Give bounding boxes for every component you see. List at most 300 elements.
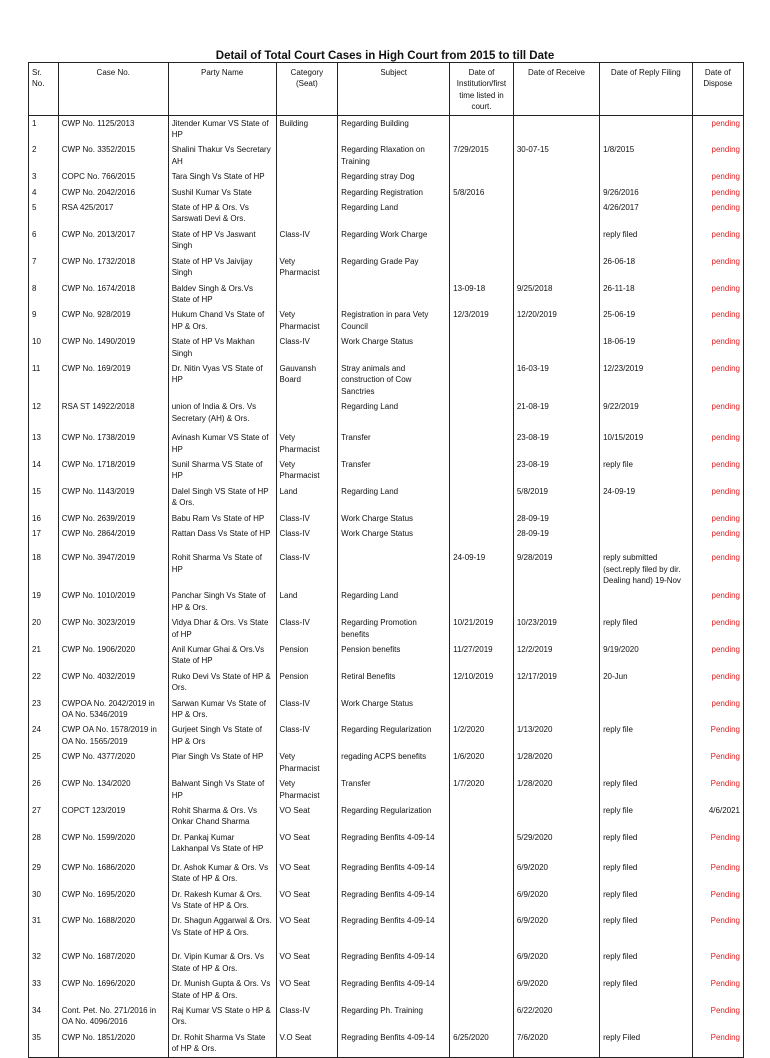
cell-date-dispose: Pending: [692, 749, 743, 776]
cell-sr-no: 18: [29, 550, 59, 588]
cell-case-no: CWP No. 1688/2020: [58, 913, 168, 949]
cell-date-receive: 1/13/2020: [513, 722, 599, 749]
cell-sr-no: 19: [29, 588, 59, 615]
cell-date-reply: reply file: [600, 722, 692, 749]
cell-date-institution: [450, 334, 514, 361]
cell-case-no: CWP No. 1490/2019: [58, 334, 168, 361]
cell-sr-no: 11: [29, 361, 59, 399]
cell-subject: regading ACPS benefits: [338, 749, 450, 776]
cell-party-name: Dr. Rohit Sharma Vs State of HP & Ors.: [168, 1030, 276, 1057]
cell-subject: Regarding stray Dog: [338, 169, 450, 184]
cell-case-no: CWP OA No. 1578/2019 in OA No. 1565/2019: [58, 722, 168, 749]
cell-sr-no: 6: [29, 227, 59, 254]
cell-category: VO Seat: [276, 913, 338, 949]
cell-category: [276, 169, 338, 184]
cell-date-receive: [513, 254, 599, 281]
table-row: [29, 642, 744, 669]
cell-case-no: CWP No. 2013/2017: [58, 227, 168, 254]
cell-date-dispose: pending: [692, 227, 743, 254]
cell-party-name: Raj Kumar VS State o HP & Ors.: [168, 1003, 276, 1030]
cell-date-reply: reply filed: [600, 776, 692, 803]
cell-date-dispose: 4/6/2021: [692, 803, 743, 830]
cell-date-reply: reply filed: [600, 830, 692, 860]
cell-date-reply: 12/23/2019: [600, 361, 692, 399]
header-sr-no: Sr. No.: [29, 63, 59, 116]
table-row: [29, 1003, 744, 1030]
cell-date-dispose: Pending: [692, 976, 743, 1003]
cell-date-receive: 21-08-19: [513, 399, 599, 430]
table-row: [29, 860, 744, 887]
table-row: [29, 588, 744, 615]
cell-case-no: CWP No. 1695/2020: [58, 887, 168, 914]
document-title: Detail of Total Court Cases in High Court from 2015 to till Date: [215, 50, 555, 62]
cell-date-receive: 28-09-19: [513, 511, 599, 526]
cell-date-dispose: pending: [692, 281, 743, 308]
cell-sr-no: 28: [29, 830, 59, 860]
cell-case-no: COPCT 123/2019: [58, 803, 168, 830]
cell-subject: [338, 281, 450, 308]
cell-party-name: State of HP Vs Jaivijay Singh: [168, 254, 276, 281]
cell-sr-no: 8: [29, 281, 59, 308]
cell-date-dispose: pending: [692, 484, 743, 511]
cell-date-dispose: pending: [692, 615, 743, 642]
cell-subject: Regrading Benfits 4-09-14: [338, 949, 450, 976]
header-date-reply: Date of Reply Filing: [600, 63, 692, 116]
cell-category: Land: [276, 484, 338, 511]
cell-date-institution: [450, 254, 514, 281]
cell-subject: Stray animals and construction of Cow Sanctries: [338, 361, 450, 399]
cell-date-institution: 13-09-18: [450, 281, 514, 308]
cell-date-receive: 6/9/2020: [513, 976, 599, 1003]
cell-subject: Regarding Regularization: [338, 803, 450, 830]
cell-case-no: CWP No. 1143/2019: [58, 484, 168, 511]
table-row: [29, 361, 744, 399]
cell-party-name: Balwant Singh Vs State of HP: [168, 776, 276, 803]
cell-subject: Regarding Land: [338, 484, 450, 511]
cell-date-reply: 9/19/2020: [600, 642, 692, 669]
cell-date-receive: 9/28/2019: [513, 550, 599, 588]
cell-category: Class-IV: [276, 696, 338, 723]
table-row: [29, 776, 744, 803]
cell-category: Vety Pharmacist: [276, 254, 338, 281]
cell-subject: Transfer: [338, 430, 450, 457]
cell-party-name: Dr. Shagun Aggarwal & Ors. Vs State of HP & Ors.: [168, 913, 276, 949]
cell-date-receive: 1/28/2020: [513, 749, 599, 776]
table-row: [29, 281, 744, 308]
cell-date-reply: [600, 169, 692, 184]
cell-date-receive: 5/29/2020: [513, 830, 599, 860]
cell-date-dispose: Pending: [692, 913, 743, 949]
cell-date-institution: [450, 1003, 514, 1030]
cell-case-no: CWP No. 169/2019: [58, 361, 168, 399]
cell-date-dispose: pending: [692, 399, 743, 430]
cell-case-no: CWP No. 1851/2020: [58, 1030, 168, 1057]
cell-subject: Transfer: [338, 776, 450, 803]
table-row: [29, 669, 744, 696]
cell-date-receive: 9/25/2018: [513, 281, 599, 308]
cell-date-dispose: pending: [692, 642, 743, 669]
cell-category: Gauvansh Board: [276, 361, 338, 399]
cell-date-institution: [450, 430, 514, 457]
cell-sr-no: 14: [29, 457, 59, 484]
cell-case-no: CWP No. 1686/2020: [58, 860, 168, 887]
cell-date-institution: [450, 200, 514, 227]
cell-case-no: CWP No. 1674/2018: [58, 281, 168, 308]
table-row: [29, 913, 744, 949]
table-row: [29, 169, 744, 184]
cell-subject: Regrading Benfits 4-09-14: [338, 830, 450, 860]
cell-sr-no: 4: [29, 185, 59, 200]
cell-party-name: Dr. Munish Gupta & Ors. Vs State of HP & Ors.: [168, 976, 276, 1003]
cell-date-reply: [600, 115, 692, 142]
cell-date-dispose: pending: [692, 669, 743, 696]
cell-party-name: union of India & Ors. Vs Secretary (AH) & Ors.: [168, 399, 276, 430]
table-row: [29, 722, 744, 749]
cell-case-no: CWP No. 1718/2019: [58, 457, 168, 484]
cell-party-name: Ruko Devi Vs State of HP & Ors.: [168, 669, 276, 696]
table-row: [29, 615, 744, 642]
cell-party-name: Gurjeet Singh Vs State of HP & Ors: [168, 722, 276, 749]
cell-date-dispose: pending: [692, 457, 743, 484]
cell-date-dispose: pending: [692, 334, 743, 361]
court-cases-table: [28, 62, 744, 1058]
header-date-dispose: Date of Dispose: [692, 63, 743, 116]
table-row: [29, 430, 744, 457]
cell-sr-no: 35: [29, 1030, 59, 1057]
table-row: [29, 1030, 744, 1057]
cell-date-reply: reply filed: [600, 887, 692, 914]
cell-sr-no: 33: [29, 976, 59, 1003]
cell-category: Class-IV: [276, 526, 338, 550]
cell-date-institution: 1/6/2020: [450, 749, 514, 776]
cell-sr-no: 26: [29, 776, 59, 803]
cell-subject: Work Charge Status: [338, 511, 450, 526]
cell-date-receive: 16-03-19: [513, 361, 599, 399]
cell-date-dispose: pending: [692, 115, 743, 142]
cell-subject: Work Charge Status: [338, 334, 450, 361]
cell-party-name: Shalini Thakur Vs Secretary AH: [168, 142, 276, 169]
cell-party-name: State of HP & Ors. Vs Sarswati Devi & Ors.: [168, 200, 276, 227]
cell-case-no: RSA ST 14922/2018: [58, 399, 168, 430]
cell-date-reply: [600, 526, 692, 550]
cell-category: Vety Pharmacist: [276, 749, 338, 776]
cell-case-no: CWPOA No. 2042/2019 in OA No. 5346/2019: [58, 696, 168, 723]
cell-date-receive: 28-09-19: [513, 526, 599, 550]
cell-date-reply: [600, 511, 692, 526]
cell-date-institution: [450, 860, 514, 887]
table-row: [29, 457, 744, 484]
cell-date-reply: 20-Jun: [600, 669, 692, 696]
cell-case-no: CWP No. 1687/2020: [58, 949, 168, 976]
cell-sr-no: 22: [29, 669, 59, 696]
cell-case-no: CWP No. 1738/2019: [58, 430, 168, 457]
cell-case-no: CWP No. 2042/2016: [58, 185, 168, 200]
cell-date-receive: [513, 696, 599, 723]
cell-date-institution: 12/10/2019: [450, 669, 514, 696]
cell-subject: Work Charge Status: [338, 696, 450, 723]
cell-date-institution: [450, 887, 514, 914]
cell-date-dispose: pending: [692, 254, 743, 281]
cell-category: Class-IV: [276, 511, 338, 526]
table-row: [29, 511, 744, 526]
header-date-receive: Date of Receive: [513, 63, 599, 116]
cell-date-receive: 12/20/2019: [513, 307, 599, 334]
cell-category: Pension: [276, 642, 338, 669]
cell-date-institution: 11/27/2019: [450, 642, 514, 669]
cell-date-receive: 30-07-15: [513, 142, 599, 169]
cell-date-reply: 25-06-19: [600, 307, 692, 334]
cell-date-reply: 9/26/2016: [600, 185, 692, 200]
cell-subject: [338, 550, 450, 588]
table-row: [29, 334, 744, 361]
cell-case-no: CWP No. 1732/2018: [58, 254, 168, 281]
cell-date-reply: 26-06-18: [600, 254, 692, 281]
cell-date-reply: reply filed: [600, 227, 692, 254]
cell-date-receive: [513, 803, 599, 830]
cell-date-institution: [450, 115, 514, 142]
cell-date-reply: reply filed: [600, 913, 692, 949]
cell-subject: Regarding Land: [338, 200, 450, 227]
cell-party-name: Sushil Kumar Vs State: [168, 185, 276, 200]
cell-date-dispose: pending: [692, 169, 743, 184]
cell-date-institution: 7/29/2015: [450, 142, 514, 169]
cell-date-dispose: Pending: [692, 887, 743, 914]
cell-party-name: Anil Kumar Ghai & Ors.Vs State of HP: [168, 642, 276, 669]
cell-party-name: Panchar Singh Vs State of HP & Ors.: [168, 588, 276, 615]
cell-sr-no: 32: [29, 949, 59, 976]
cell-category: VO Seat: [276, 860, 338, 887]
cell-sr-no: 34: [29, 1003, 59, 1030]
cell-date-reply: [600, 1003, 692, 1030]
cell-date-institution: [450, 588, 514, 615]
cell-subject: Transfer: [338, 457, 450, 484]
cell-sr-no: 29: [29, 860, 59, 887]
table-row: [29, 200, 744, 227]
cell-party-name: Dr. Pankaj Kumar Lakhanpal Vs State of HP: [168, 830, 276, 860]
cell-category: V.O Seat: [276, 1030, 338, 1057]
cell-date-reply: 9/22/2019: [600, 399, 692, 430]
cell-case-no: CWP No. 2639/2019: [58, 511, 168, 526]
cell-case-no: CWP No. 3947/2019: [58, 550, 168, 588]
cell-date-dispose: pending: [692, 142, 743, 169]
cell-sr-no: 2: [29, 142, 59, 169]
cell-subject: Regarding Promotion benefits: [338, 615, 450, 642]
table-row: [29, 484, 744, 511]
cell-party-name: Sunil Sharma VS State of HP: [168, 457, 276, 484]
cell-party-name: Piar Singh Vs State of HP: [168, 749, 276, 776]
cell-date-dispose: pending: [692, 511, 743, 526]
cell-sr-no: 31: [29, 913, 59, 949]
header-subject: Subject: [338, 63, 450, 116]
cell-subject: Regarding Land: [338, 399, 450, 430]
table-row: [29, 803, 744, 830]
cell-date-receive: 6/9/2020: [513, 887, 599, 914]
cell-date-institution: 5/8/2016: [450, 185, 514, 200]
cell-category: VO Seat: [276, 803, 338, 830]
header-party-name: Party Name: [168, 63, 276, 116]
cell-category: Vety Pharmacist: [276, 307, 338, 334]
cell-date-dispose: pending: [692, 430, 743, 457]
table-row: [29, 185, 744, 200]
cell-party-name: State of HP Vs Makhan Singh: [168, 334, 276, 361]
cell-subject: Regrading Benfits 4-09-14: [338, 1030, 450, 1057]
cell-subject: Regarding Building: [338, 115, 450, 142]
cell-date-receive: 23-08-19: [513, 430, 599, 457]
table-row: [29, 526, 744, 550]
cell-date-reply: reply filed: [600, 615, 692, 642]
cell-date-institution: 6/25/2020: [450, 1030, 514, 1057]
cell-subject: Regarding Work Charge: [338, 227, 450, 254]
cell-party-name: Rattan Dass Vs State of HP: [168, 526, 276, 550]
cell-date-dispose: Pending: [692, 1030, 743, 1057]
cell-party-name: Dr. Rakesh Kumar & Ors. Vs State of HP & Ors.: [168, 887, 276, 914]
table-row: [29, 887, 744, 914]
cell-date-institution: 1/7/2020: [450, 776, 514, 803]
header-case-no: Case No.: [58, 63, 168, 116]
table-row: [29, 307, 744, 334]
table-row: [29, 696, 744, 723]
cell-date-reply: reply submitted (sect.reply filed by dir. Dealing hand) 19-Nov: [600, 550, 692, 588]
cell-date-receive: 10/23/2019: [513, 615, 599, 642]
cell-date-dispose: pending: [692, 588, 743, 615]
cell-sr-no: 3: [29, 169, 59, 184]
cell-date-institution: 24-09-19: [450, 550, 514, 588]
cell-date-dispose: pending: [692, 185, 743, 200]
cell-date-reply: reply filed: [600, 976, 692, 1003]
cell-sr-no: 13: [29, 430, 59, 457]
cell-subject: Regrading Benfits 4-09-14: [338, 887, 450, 914]
cell-party-name: Sarwan Kumar Vs State of HP & Ors.: [168, 696, 276, 723]
cell-date-institution: [450, 696, 514, 723]
cell-sr-no: 15: [29, 484, 59, 511]
cell-date-institution: [450, 949, 514, 976]
cell-date-reply: 10/15/2019: [600, 430, 692, 457]
cell-date-receive: 23-08-19: [513, 457, 599, 484]
cell-date-dispose: Pending: [692, 830, 743, 860]
cell-case-no: CWP No. 1696/2020: [58, 976, 168, 1003]
table-row: [29, 399, 744, 430]
cell-date-receive: 5/8/2019: [513, 484, 599, 511]
cell-category: VO Seat: [276, 887, 338, 914]
cell-date-institution: [450, 457, 514, 484]
cell-date-institution: [450, 511, 514, 526]
cell-subject: Regarding Grade Pay: [338, 254, 450, 281]
cell-date-receive: 6/22/2020: [513, 1003, 599, 1030]
cell-date-dispose: pending: [692, 550, 743, 588]
cell-date-institution: [450, 976, 514, 1003]
cell-date-receive: 6/9/2020: [513, 913, 599, 949]
cell-date-dispose: Pending: [692, 776, 743, 803]
cell-date-dispose: Pending: [692, 722, 743, 749]
cell-date-dispose: pending: [692, 200, 743, 227]
cell-case-no: CWP No. 1010/2019: [58, 588, 168, 615]
cell-date-reply: 24-09-19: [600, 484, 692, 511]
cell-date-receive: 6/9/2020: [513, 949, 599, 976]
cell-date-institution: 1/2/2020: [450, 722, 514, 749]
cell-subject: Regarding Registration: [338, 185, 450, 200]
cell-subject: Regarding Rlaxation on Training: [338, 142, 450, 169]
header-date-institution: Date of Institution/first time listed in court.: [450, 63, 514, 116]
cell-date-institution: [450, 803, 514, 830]
cell-date-reply: 18-06-19: [600, 334, 692, 361]
cell-date-institution: [450, 399, 514, 430]
cell-sr-no: 30: [29, 887, 59, 914]
cell-date-receive: [513, 227, 599, 254]
table-row: [29, 142, 744, 169]
cell-date-institution: [450, 830, 514, 860]
cell-party-name: Hukum Chand Vs State of HP & Ors.: [168, 307, 276, 334]
cell-date-receive: [513, 169, 599, 184]
cell-party-name: Dr. Nitin Vyas VS State of HP: [168, 361, 276, 399]
cell-subject: Regrading Benfits 4-09-14: [338, 860, 450, 887]
cell-sr-no: 23: [29, 696, 59, 723]
cell-case-no: CWP No. 928/2019: [58, 307, 168, 334]
table-row: [29, 949, 744, 976]
cell-party-name: Dr. Vipin Kumar & Ors. Vs State of HP & Ors.: [168, 949, 276, 976]
header-category: Category (Seat): [276, 63, 338, 116]
cell-subject: Regarding Ph. Training: [338, 1003, 450, 1030]
cell-date-dispose: Pending: [692, 1003, 743, 1030]
table-row: [29, 976, 744, 1003]
cell-subject: Regrading Benfits 4-09-14: [338, 976, 450, 1003]
cell-date-reply: reply filed: [600, 949, 692, 976]
cell-date-receive: [513, 200, 599, 227]
cell-date-reply: reply file: [600, 803, 692, 830]
cell-subject: Pension benefits: [338, 642, 450, 669]
cell-party-name: Rohit Sharma & Ors. Vs Onkar Chand Sharma: [168, 803, 276, 830]
cell-subject: Retiral Benefits: [338, 669, 450, 696]
cell-sr-no: 5: [29, 200, 59, 227]
cell-date-receive: 7/6/2020: [513, 1030, 599, 1057]
cell-sr-no: 25: [29, 749, 59, 776]
cell-sr-no: 20: [29, 615, 59, 642]
cell-category: VO Seat: [276, 976, 338, 1003]
cell-date-receive: 12/17/2019: [513, 669, 599, 696]
table-row: [29, 830, 744, 860]
cell-category: [276, 281, 338, 308]
cell-category: Class-IV: [276, 227, 338, 254]
cell-case-no: CWP No. 1906/2020: [58, 642, 168, 669]
cell-date-reply: 4/26/2017: [600, 200, 692, 227]
header-row: [29, 63, 744, 116]
cell-case-no: CWP No. 3352/2015: [58, 142, 168, 169]
cell-sr-no: 7: [29, 254, 59, 281]
cell-date-dispose: Pending: [692, 949, 743, 976]
cell-category: [276, 142, 338, 169]
table-row: [29, 749, 744, 776]
cell-category: Class-IV: [276, 722, 338, 749]
cell-category: Class-IV: [276, 334, 338, 361]
cell-case-no: COPC No. 766/2015: [58, 169, 168, 184]
cell-case-no: CWP No. 1599/2020: [58, 830, 168, 860]
cell-party-name: Vidya Dhar & Ors. Vs State of HP: [168, 615, 276, 642]
cell-date-reply: 1/8/2015: [600, 142, 692, 169]
cell-party-name: Jitender Kumar VS State of HP: [168, 115, 276, 142]
cell-party-name: Dalel Singh VS State of HP & Ors.: [168, 484, 276, 511]
table-row: [29, 115, 744, 142]
cell-date-dispose: pending: [692, 526, 743, 550]
cell-party-name: Rohit Sharma Vs State of HP: [168, 550, 276, 588]
cell-date-receive: [513, 588, 599, 615]
cell-date-reply: reply Filed: [600, 1030, 692, 1057]
cell-category: Vety Pharmacist: [276, 776, 338, 803]
cell-date-institution: [450, 169, 514, 184]
cell-date-institution: 12/3/2019: [450, 307, 514, 334]
cell-case-no: CWP No. 1125/2013: [58, 115, 168, 142]
cell-category: Class-IV: [276, 550, 338, 588]
cell-category: [276, 185, 338, 200]
cell-date-receive: [513, 115, 599, 142]
